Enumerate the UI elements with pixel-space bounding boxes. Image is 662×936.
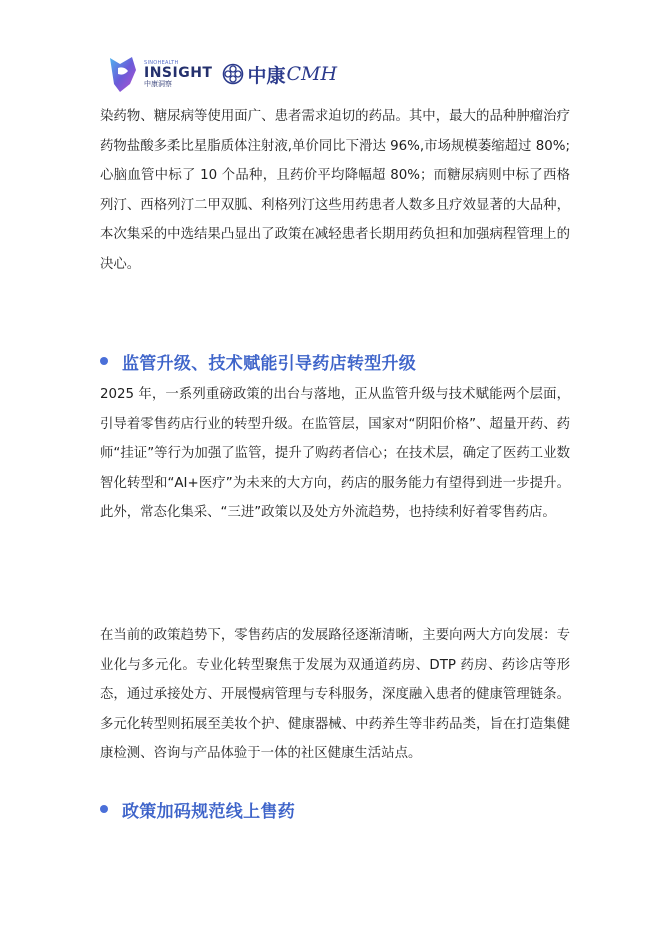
insight-sub-text: 中康洞察 (144, 79, 172, 88)
paragraph-2 (100, 380, 570, 528)
page-header (106, 50, 337, 98)
cmh-logo (222, 61, 337, 88)
bullet-dot-icon (100, 805, 108, 813)
cmh-flower-icon (222, 63, 244, 85)
section-heading-text: 监管升级、技术赋能引导药店转型升级 (122, 353, 417, 374)
section-heading-1 (100, 348, 570, 374)
paragraph-text: 染药物、糖尿病等使用面广、患者需求迫切的药品。其中，最大的品种肿瘤治疗药物盐酸多柔比星脂质体注射液,单价同比下滑达 96%,市场规模萎缩超过 80%;心脑血管中标了 10 个品种，且药价平均降幅超 80%；而糖尿病则中标了西格列汀、西格列汀二甲双胍、利格列汀这些用药患者人数多且疗效显著的大品种，本次集采的中选结果凸显出了政策在减轻患者长期用药负担和加强病程管理上的决心。 (100, 109, 570, 272)
cmh-chinese-text: 中康 (247, 64, 286, 87)
insight-logo-icon (106, 54, 140, 94)
paragraph-1 (100, 102, 570, 279)
paragraph-3 (100, 621, 570, 769)
section-heading-text: 政策加码规范线上售药 (122, 801, 295, 822)
cmh-english-text: CMH (286, 63, 338, 85)
bullet-dot-icon (100, 357, 108, 365)
paragraph-text: 在当前的政策趋势下，零售药店的发展路径逐渐清晰，主要向两大方向发展：专业化与多元化。专业化转型聚焦于发展为双通道药房、DTP 药房、药诊店等形态，通过承接处方、开展慢病管理与专科服务，深度融入患者的健康管理链条。多元化转型则拓展至美妆个护、健康器械、中药养生等非药品类，旨在打造集健康检测、咨询与产品体验于一体的社区健康生活站点。 (100, 628, 570, 761)
insight-wordmark (144, 61, 212, 88)
insight-top-text: SINOHEALTH (144, 59, 179, 66)
paragraph-text: 2025 年，一系列重磅政策的出台与落地，正从监管升级与技术赋能两个层面，引导着零售药店行业的转型升级。在监管层，国家对“阴阳价格”、超量开药、药师“挂证”等行为加强了监管，提升了购药者信心；在技术层，确定了医药工业数智化转型和“AI+医疗”为未来的大方向，药店的服务能力有望得到进一步提升。此外，常态化集采、“三进”政策以及处方外流趋势，也持续利好着零售药店。 (100, 387, 570, 520)
insight-main-text: INSIGHT (144, 64, 213, 81)
section-heading-2 (100, 796, 570, 822)
